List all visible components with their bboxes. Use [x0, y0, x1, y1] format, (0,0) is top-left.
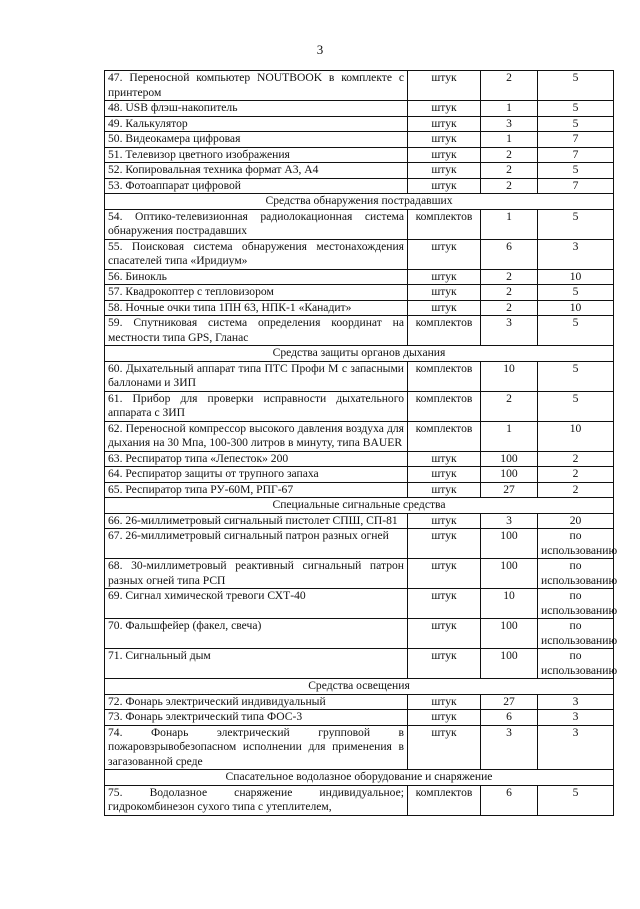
- table-row: [105, 589, 614, 619]
- table-row: [105, 391, 614, 421]
- item-name-cell: 47. Переносной компьютер NOUTBOOK в комплекте с принтером: [105, 71, 408, 101]
- item-name-cell: 59. Спутниковая система определения координат на местности типа GPS, Гланас: [105, 316, 408, 346]
- table-row: [105, 285, 614, 301]
- item-name-cell: 72. Фонарь электрический индивидуальный: [105, 694, 408, 710]
- section-header-row: [105, 679, 614, 695]
- item-unit-cell: штук: [408, 649, 481, 679]
- item-term-cell: 5: [538, 316, 614, 346]
- item-quantity-cell: 2: [481, 147, 538, 163]
- item-unit-cell: штук: [408, 725, 481, 770]
- item-quantity-cell: 100: [481, 467, 538, 483]
- item-unit-cell: штук: [408, 239, 481, 269]
- item-name-cell: 52. Копировальная техника формат А3, А4: [105, 163, 408, 179]
- item-unit-cell: комплектов: [408, 209, 481, 239]
- table-row: [105, 178, 614, 194]
- item-term-cell: 5: [538, 785, 614, 815]
- page-number: 3: [316, 42, 324, 57]
- item-term-cell: 5: [538, 361, 614, 391]
- item-name-cell: 71. Сигнальный дым: [105, 649, 408, 679]
- item-term-cell: 7: [538, 178, 614, 194]
- table-row: [105, 132, 614, 148]
- item-quantity-cell: 3: [481, 116, 538, 132]
- table-row: [105, 649, 614, 679]
- item-name-cell: 68. 30-миллиметровый реактивный сигнальный патрон разных огней типа РСП: [105, 559, 408, 589]
- item-unit-cell: штук: [408, 116, 481, 132]
- item-unit-cell: штук: [408, 559, 481, 589]
- table-row: [105, 529, 614, 559]
- item-term-cell: 3: [538, 725, 614, 770]
- item-name-cell: 54. Оптико-телевизионная радиолокационная система обнаружения пострадавших: [105, 209, 408, 239]
- section-title: Средства освещения: [105, 679, 614, 695]
- item-quantity-cell: 2: [481, 71, 538, 101]
- section-header-row: [105, 498, 614, 514]
- item-quantity-cell: 1: [481, 209, 538, 239]
- item-term-cell: 5: [538, 163, 614, 179]
- item-quantity-cell: 2: [481, 163, 538, 179]
- item-name-cell: 67. 26-миллиметровый сигнальный патрон разных огней: [105, 529, 408, 559]
- table-row: [105, 300, 614, 316]
- table-row: [105, 147, 614, 163]
- item-name-cell: 61. Прибор для проверки исправности дыхательного аппарата с ЗИП: [105, 391, 408, 421]
- table-row: [105, 209, 614, 239]
- item-quantity-cell: 27: [481, 482, 538, 498]
- table-row: [105, 269, 614, 285]
- item-quantity-cell: 100: [481, 649, 538, 679]
- table-row: [105, 361, 614, 391]
- item-term-cell: 5: [538, 101, 614, 117]
- item-unit-cell: штук: [408, 619, 481, 649]
- item-name-cell: 55. Поисковая система обнаружения местонахождения спасателей типа «Иридиум»: [105, 239, 408, 269]
- item-name-cell: 49. Калькулятор: [105, 116, 408, 132]
- item-unit-cell: штук: [408, 71, 481, 101]
- section-title: Средства обнаружения пострадавших: [105, 194, 614, 210]
- section-header-row: [105, 194, 614, 210]
- item-unit-cell: штук: [408, 513, 481, 529]
- item-unit-cell: штук: [408, 710, 481, 726]
- table-row: [105, 71, 614, 101]
- item-name-cell: 60. Дыхательный аппарат типа ПТС Профи М с запасными баллонами и ЗИП: [105, 361, 408, 391]
- item-quantity-cell: 1: [481, 421, 538, 451]
- item-name-cell: 56. Бинокль: [105, 269, 408, 285]
- item-quantity-cell: 100: [481, 559, 538, 589]
- item-name-cell: 66. 26-миллиметровый сигнальный пистолет СПШ, СП-81: [105, 513, 408, 529]
- item-term-cell: 10: [538, 269, 614, 285]
- table-row: [105, 101, 614, 117]
- item-name-cell: 63. Респиратор типа «Лепесток» 200: [105, 451, 408, 467]
- item-term-cell: 2: [538, 451, 614, 467]
- item-quantity-cell: 100: [481, 619, 538, 649]
- item-unit-cell: штук: [408, 589, 481, 619]
- item-unit-cell: штук: [408, 147, 481, 163]
- item-unit-cell: штук: [408, 467, 481, 483]
- item-unit-cell: штук: [408, 694, 481, 710]
- item-name-cell: 50. Видеокамера цифровая: [105, 132, 408, 148]
- item-name-cell: 75. Водолазное снаряжение индивидуальное; гидрокомбинезон сухого типа с утеплителем,: [105, 785, 408, 815]
- item-name-cell: 53. Фотоаппарат цифровой: [105, 178, 408, 194]
- item-term-cell: 5: [538, 116, 614, 132]
- table-row: [105, 316, 614, 346]
- item-unit-cell: штук: [408, 132, 481, 148]
- table-row: [105, 513, 614, 529]
- item-name-cell: 65. Респиратор типа РУ-60М, РПГ-67: [105, 482, 408, 498]
- item-unit-cell: штук: [408, 285, 481, 301]
- item-quantity-cell: 3: [481, 513, 538, 529]
- item-term-cell: 3: [538, 239, 614, 269]
- item-term-cell: 5: [538, 71, 614, 101]
- table-row: [105, 710, 614, 726]
- item-term-cell: 20: [538, 513, 614, 529]
- item-quantity-cell: 100: [481, 451, 538, 467]
- item-quantity-cell: 2: [481, 391, 538, 421]
- table-row: [105, 116, 614, 132]
- item-quantity-cell: 2: [481, 300, 538, 316]
- table-row: [105, 467, 614, 483]
- table-row: [105, 725, 614, 770]
- table-row: [105, 694, 614, 710]
- item-term-cell: 5: [538, 391, 614, 421]
- table-row: [105, 559, 614, 589]
- item-quantity-cell: 10: [481, 361, 538, 391]
- item-quantity-cell: 3: [481, 725, 538, 770]
- item-name-cell: 73. Фонарь электрический типа ФОС-3: [105, 710, 408, 726]
- item-unit-cell: штук: [408, 482, 481, 498]
- item-name-cell: 70. Фальшфейер (факел, свеча): [105, 619, 408, 649]
- item-unit-cell: штук: [408, 451, 481, 467]
- item-term-cell: 3: [538, 694, 614, 710]
- item-name-cell: 48. USB флэш-накопитель: [105, 101, 408, 117]
- item-quantity-cell: 2: [481, 269, 538, 285]
- item-term-cell: по использованию: [538, 649, 614, 679]
- item-unit-cell: комплектов: [408, 361, 481, 391]
- item-name-cell: 62. Переносной компрессор высокого давления воздуха для дыхания на 30 Мпа, 100-300 литров в минуту, типа BAUER: [105, 421, 408, 451]
- item-quantity-cell: 3: [481, 316, 538, 346]
- table-row: [105, 619, 614, 649]
- item-quantity-cell: 10: [481, 589, 538, 619]
- item-term-cell: 5: [538, 285, 614, 301]
- item-name-cell: 58. Ночные очки типа 1ПН 63, НПК-1 «Канадит»: [105, 300, 408, 316]
- item-unit-cell: штук: [408, 101, 481, 117]
- item-unit-cell: комплектов: [408, 391, 481, 421]
- table-row: [105, 421, 614, 451]
- item-quantity-cell: 2: [481, 285, 538, 301]
- item-name-cell: 74. Фонарь электрический групповой в пожаровзрывобезопасном исполнении для применения в загазованной среде: [105, 725, 408, 770]
- section-title: Средства защиты органов дыхания: [105, 346, 614, 362]
- table-row: [105, 451, 614, 467]
- item-term-cell: 2: [538, 482, 614, 498]
- item-term-cell: по использованию: [538, 529, 614, 559]
- table-row: [105, 163, 614, 179]
- item-unit-cell: штук: [408, 269, 481, 285]
- item-term-cell: 7: [538, 147, 614, 163]
- item-unit-cell: комплектов: [408, 785, 481, 815]
- item-name-cell: 64. Респиратор защиты от трупного запаха: [105, 467, 408, 483]
- item-unit-cell: штук: [408, 300, 481, 316]
- item-name-cell: 57. Квадрокоптер с тепловизором: [105, 285, 408, 301]
- item-quantity-cell: 6: [481, 785, 538, 815]
- item-unit-cell: штук: [408, 529, 481, 559]
- section-title: Спасательное водолазное оборудование и снаряжение: [105, 770, 614, 786]
- item-quantity-cell: 1: [481, 132, 538, 148]
- item-unit-cell: комплектов: [408, 421, 481, 451]
- item-name-cell: 51. Телевизор цветного изображения: [105, 147, 408, 163]
- item-term-cell: по использованию: [538, 619, 614, 649]
- item-unit-cell: штук: [408, 163, 481, 179]
- table-row: [105, 239, 614, 269]
- item-unit-cell: штук: [408, 178, 481, 194]
- item-term-cell: 10: [538, 300, 614, 316]
- equipment-table: [104, 70, 618, 816]
- item-term-cell: 7: [538, 132, 614, 148]
- section-header-row: [105, 346, 614, 362]
- item-quantity-cell: 100: [481, 529, 538, 559]
- item-term-cell: 3: [538, 710, 614, 726]
- item-unit-cell: комплектов: [408, 316, 481, 346]
- item-term-cell: по использованию: [538, 559, 614, 589]
- item-term-cell: 2: [538, 467, 614, 483]
- item-term-cell: 10: [538, 421, 614, 451]
- item-quantity-cell: 6: [481, 710, 538, 726]
- section-title: Специальные сигнальные средства: [105, 498, 614, 514]
- item-name-cell: 69. Сигнал химической тревоги СХТ-40: [105, 589, 408, 619]
- item-term-cell: 5: [538, 209, 614, 239]
- table-row: [105, 482, 614, 498]
- section-header-row: [105, 770, 614, 786]
- item-quantity-cell: 27: [481, 694, 538, 710]
- item-term-cell: по использованию: [538, 589, 614, 619]
- item-quantity-cell: 1: [481, 101, 538, 117]
- item-quantity-cell: 6: [481, 239, 538, 269]
- table-row: [105, 785, 614, 815]
- item-quantity-cell: 2: [481, 178, 538, 194]
